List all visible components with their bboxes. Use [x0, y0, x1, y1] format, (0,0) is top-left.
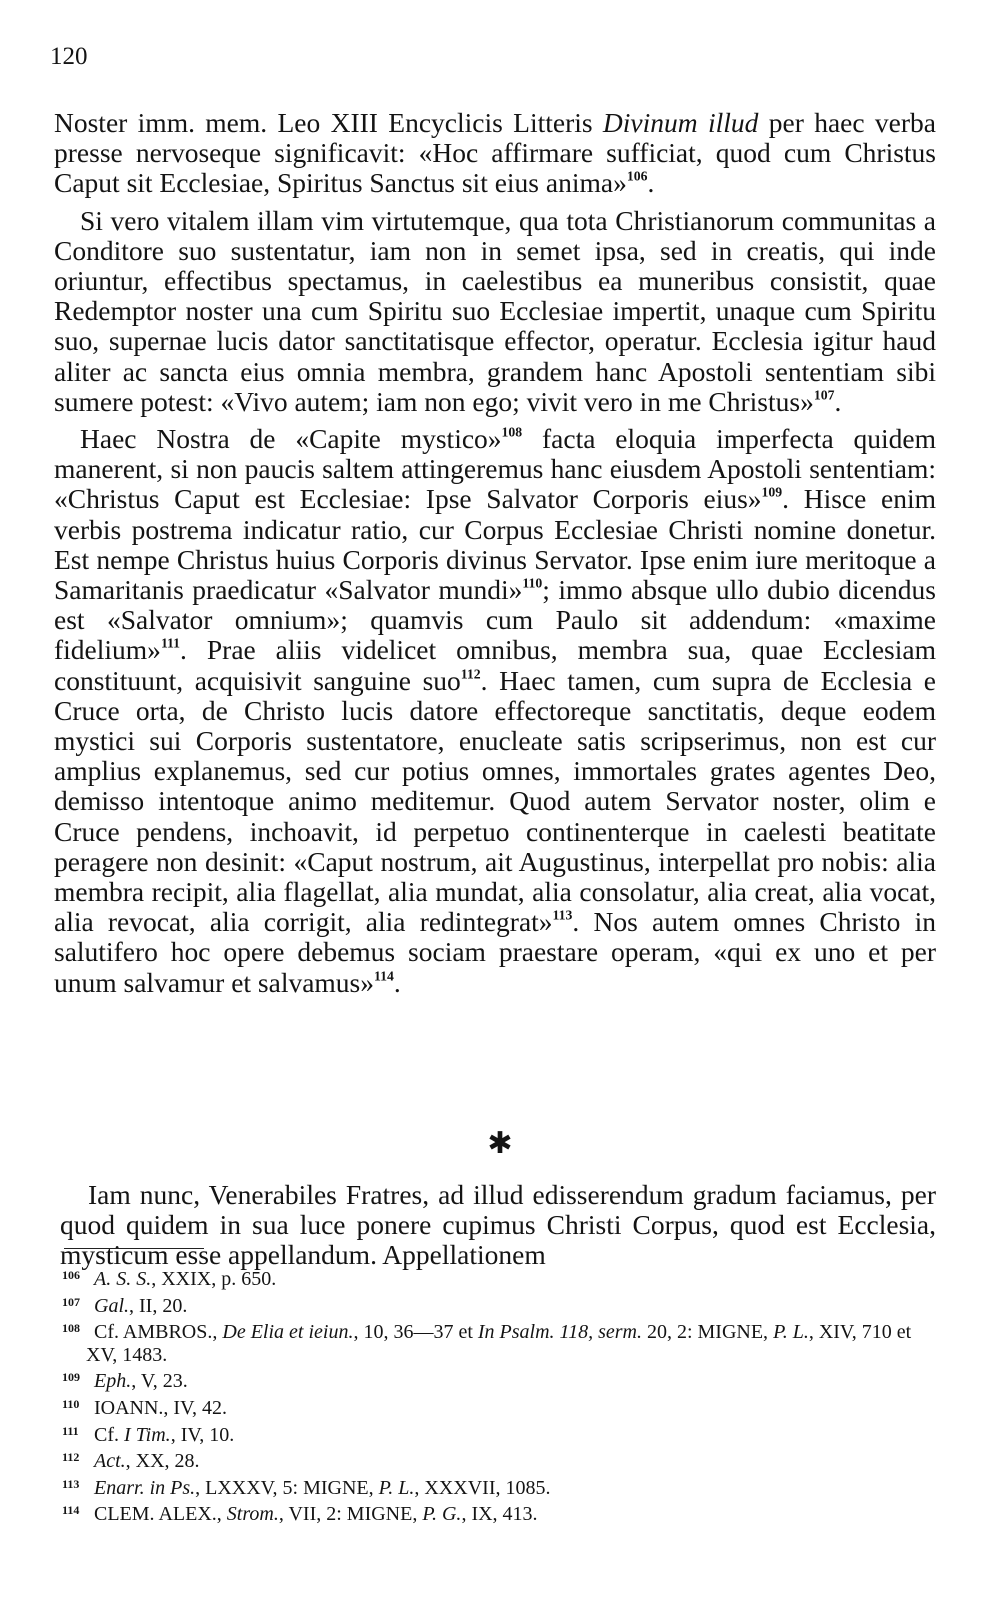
text-run: ; immo absque ullo dubio dicendus est «Salvator omnium»; quamvis cum Paulo sit addendum: «maxime fidelium» — [54, 574, 936, 666]
italic-text: De Elia et ieiun. — [222, 1321, 354, 1344]
footnote-reference: 112 — [460, 665, 481, 681]
text-run: , II, 20. — [129, 1294, 188, 1317]
italic-text: A. S. S. — [94, 1268, 152, 1290]
footnote — [64, 1366, 936, 1393]
text-run: . Haec tamen, cum supra de Ecclesia e Cruce orta, de Christo lucis datore effectoreque sanctitatis, deque eodem mystici sui Corporis sustentatore, enucleate satis scripserimus, non est cur amplius explanemus, sed cur potius omnes, immortales grates agentes Deo, demisso intentoque animo meditemur. Quod autem Servator noster, olim e Cruce pendens, inchoavit, id perpetuo continenterque in caelesti beatitate peragere non desinit: «Caput nostrum, ait Augustinus, interpellat pro nobis: alia membra recipit, alia flagellat, alia mundat, alia consolatur, alia creat, alia vocat, alia revocat, alia corrigit, alia redintegrat» — [54, 664, 936, 938]
text-run: , VII, 2: MIGNE, — [278, 1503, 423, 1526]
closing-paragraph: Iam nunc, Venerabiles Fratres, ad illud edisserendum gradum faciamus, per quod quidem in sua luce ponere cupimus Christi Corpus, quod est Ecclesia, mysticum esse appellandum. Appellationem — [60, 1179, 936, 1271]
text-run: . Prae aliis videlicet omnibus, membra sua, quae Ecclesiam constituunt, acquisivit sanguine suo — [54, 634, 936, 696]
footnote-reference: 108 — [501, 424, 523, 440]
footnote-reference: 107 — [813, 387, 835, 403]
text-run: . Nos autem omnes Christo in salutifero hoc opere debemus sociam praestare operam, «qui ex uno et per unum salvamur et salvamus» — [54, 906, 936, 998]
footnote-reference: 109 — [761, 484, 783, 500]
text-run: , IV, 10. — [170, 1423, 235, 1446]
paragraph — [54, 108, 936, 199]
text-run: , XX, 28. — [125, 1450, 200, 1473]
footnote-number: 108 — [62, 1321, 80, 1336]
italic-text: Act. — [94, 1450, 126, 1473]
paragraph — [54, 206, 936, 417]
text-run: Si vero vitalem illam vim virtutemque, qua tota Christianorum communitas a Conditore suo sustentatur, iam non in semet ipsa, sed in creatis, qui inde oriuntur, effectibus spectamus, in caelestibus ea muneribus consistit, quae Redemptor noster una cum Spiritu suo Ecclesiae impertit, unaque cum Spiritu suo, supernae lucis dator sanctitatisque effector, operatur. Ecclesia igitur haud aliter ac sancta eius omnia membra, grandem hanc Apostoli sententiam sibi sumere potest: «Vivo autem; iam non ego; vivit vero in me Christus» — [54, 204, 936, 417]
footnote-number: 114 — [62, 1503, 80, 1518]
italic-text: P. G. — [422, 1503, 462, 1526]
italic-text: Strom. — [226, 1503, 279, 1526]
footnote — [64, 1393, 936, 1420]
footnote-reference: 111 — [160, 635, 181, 651]
footnote-reference: 114 — [374, 968, 394, 983]
text-run: , IX, 413. — [461, 1503, 538, 1526]
footnote-number: 113 — [62, 1476, 80, 1491]
text-run: Cf. — [94, 1423, 124, 1446]
footnote — [64, 1473, 936, 1500]
text-run: CLEM. ALEX., — [94, 1503, 227, 1526]
footnote — [64, 1264, 936, 1291]
italic-text: P. L. — [378, 1476, 415, 1499]
text-run: , XIV, 710 et XV, 1483. — [86, 1321, 912, 1366]
text-run: , XXXVII, 1085. — [414, 1476, 551, 1499]
footnote — [64, 1499, 936, 1526]
italic-text: Eph. — [94, 1370, 132, 1393]
footnote — [64, 1420, 936, 1447]
text-run: , V, 23. — [131, 1370, 188, 1393]
text-run: . — [393, 966, 401, 998]
italic-text: In Psalm. 118, serm. — [477, 1321, 642, 1344]
footnote-reference: 113 — [552, 907, 573, 923]
footnote-divider — [64, 1248, 204, 1249]
text-run: 20, 2: MIGNE, — [641, 1321, 774, 1344]
footnote — [64, 1317, 936, 1366]
footnote-number: 112 — [62, 1450, 80, 1465]
footnote-reference: 110 — [522, 575, 543, 591]
main-text — [54, 108, 936, 998]
text-run: per haec verba presse nervoseque significavit: «Hoc affirmare sufficiat, quod cum Christus Caput sit Ecclesiae, Spiritus Sanctus sit eius anima» — [54, 107, 936, 199]
footnote — [64, 1291, 936, 1318]
text-run: , XXIX, p. 650. — [151, 1268, 277, 1290]
footnote-number: 109 — [62, 1370, 80, 1385]
text-run: IOANN., IV, 42. — [94, 1396, 227, 1419]
footnote-number: 110 — [62, 1396, 80, 1411]
italic-text: Divinum illud — [602, 107, 759, 138]
text-run: . — [834, 385, 842, 417]
footnote-number: 106 — [62, 1268, 80, 1282]
italic-text: Enarr. in Ps. — [94, 1476, 196, 1499]
italic-text: Gal. — [94, 1294, 129, 1317]
text-run: Haec Nostra de «Capite mystico» — [80, 423, 502, 455]
footnotes — [64, 1264, 936, 1526]
footnote-number: 107 — [62, 1294, 80, 1309]
paragraph — [54, 424, 936, 998]
footnote-number: 111 — [62, 1423, 79, 1438]
text-run: , LXXXV, 5: MIGNE, — [195, 1476, 379, 1499]
text-run: . — [647, 167, 655, 199]
footnote — [64, 1446, 936, 1473]
italic-text: I Tim. — [124, 1423, 171, 1446]
section-separator: ✱ — [487, 1126, 513, 1161]
page-number: 120 — [50, 43, 88, 70]
italic-text: P. L. — [773, 1321, 809, 1344]
text-run: Cf. AMBROS., — [94, 1321, 223, 1344]
text-run: facta eloquia imperfecta quidem manerent, si non paucis saltem attingeremus hanc eiusdem Apostoli sententiam: «Christus Caput est Ecclesiae: Ipse Salvator Corporis eius» — [54, 423, 936, 515]
text-run: , 10, 36—37 et — [353, 1321, 478, 1344]
closing-text — [60, 1180, 936, 1271]
footnote-reference: 106 — [626, 168, 648, 184]
text-run: . Hisce enim verbis postrema indicatur ratio, cur Corpus Ecclesiae Christi nomine donetur. Est nempe Christus huius Corporis divinus Servator. Ipse enim iure meritoque a Samaritanis praedicatur «Salvator mundi» — [54, 483, 936, 606]
text-run: Noster imm. mem. Leo XIII Encyclicis Litteris — [54, 107, 603, 138]
